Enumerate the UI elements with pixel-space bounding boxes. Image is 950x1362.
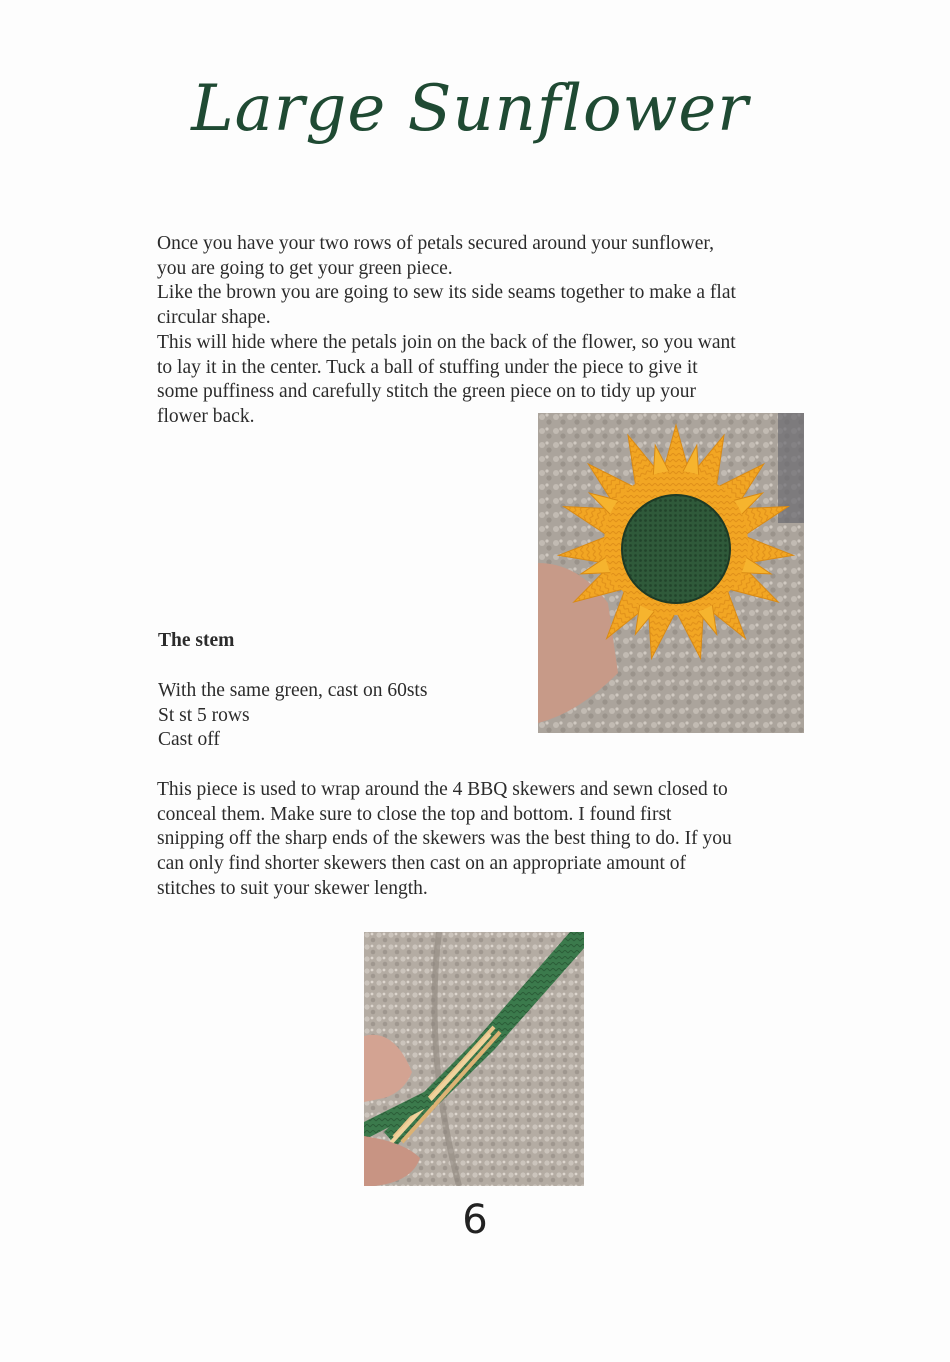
page-title: Large Sunflower [191, 72, 749, 146]
intro-line: This will hide where the petals join on the back of the flower, so you want [157, 331, 736, 353]
wrap-line: This piece is used to wrap around the 4 BBQ skewers and sewn closed to [157, 779, 728, 800]
stem-instruction-line: St st 5 rows [158, 704, 250, 726]
intro-line: to lay it in the center. Tuck a ball of stuffing under the piece to give it [157, 356, 698, 378]
stem-instructions [158, 679, 427, 753]
page-number: 6 [462, 1197, 488, 1243]
stem-instruction-line: With the same green, cast on 60sts [158, 680, 428, 701]
intro-line: some puffiness and carefully stitch the green piece on to tidy up your [157, 381, 696, 403]
wrap-paragraph [157, 778, 837, 902]
intro-paragraph [157, 232, 837, 430]
wrap-line: conceal them. Make sure to close the top and bottom. I found first [157, 803, 672, 825]
sunflower-photo [538, 413, 804, 733]
wrap-line: snipping off the sharp ends of the skewers was the best thing to do. If you [157, 828, 732, 850]
intro-line: flower back. [157, 405, 255, 427]
stem-instruction-line: Cast off [158, 729, 220, 751]
wrap-line: stitches to suit your skewer length. [157, 877, 428, 899]
intro-line: you are going to get your green piece. [157, 257, 453, 279]
wrap-line: can only find shorter skewers then cast on an appropriate amount of [157, 853, 687, 875]
stem-heading: The stem [158, 630, 235, 651]
intro-line: Once you have your two rows of petals secured around your sunflower, [157, 233, 714, 254]
intro-line: Like the brown you are going to sew its side seams together to make a flat [157, 282, 736, 304]
stem-skewers-photo [364, 932, 584, 1186]
intro-line: circular shape. [157, 307, 271, 329]
